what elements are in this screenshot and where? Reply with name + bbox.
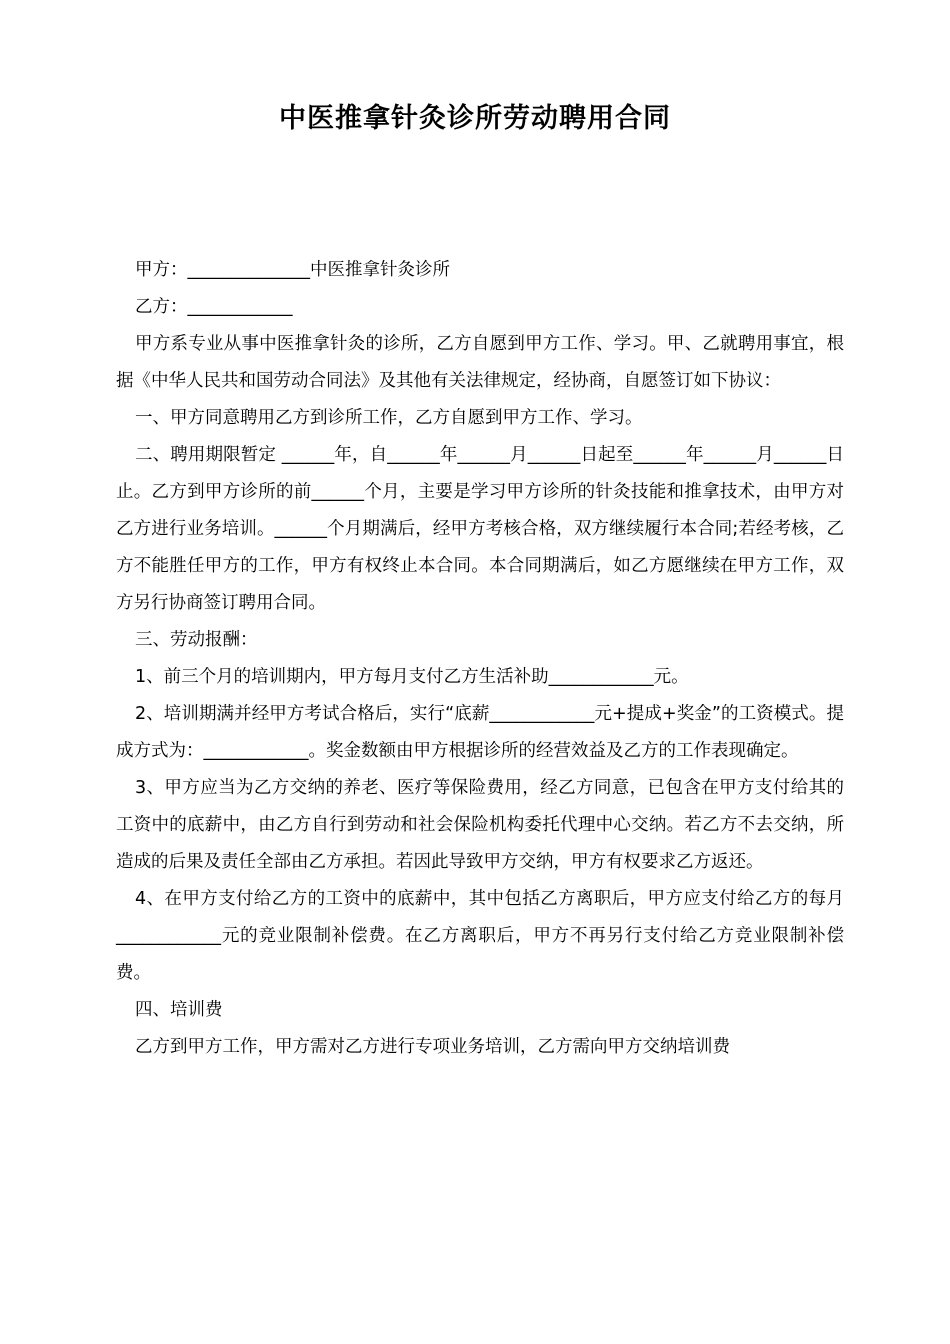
clause-2: 二、聘用期限暂定 ______年，自______年______月______日起至______年______月______日止。乙方到甲方诊所的前______个月，主要是学习甲方诊所的针灸技能和推拿技术，由甲方对乙方进行业务培训。______个月期满后，经甲方考核合格，双方继续履行本合同;若经考核，乙方不能胜任甲方的工作，甲方有权终止本合同。本合同期满后，如乙方愿继续在甲方工作，双方另行协商签订聘用合同。: [116, 445, 844, 613]
clause-3-item-3: 3、甲方应当为乙方交纳的养老、医疗等保险费用，经乙方同意，已包含在甲方支付给其的工资中的底薪中，由乙方自行到劳动和社会保险机构委托代理中心交纳。若乙方不去交纳，所造成的后果及责任全部由乙方承担。若因此导致甲方交纳，甲方有权要求乙方返还。: [116, 778, 844, 872]
clause-3-heading: 三、劳动报酬：: [135, 630, 258, 650]
clause-3-item-4: 4、在甲方支付给乙方的工资中的底薪中，其中包括乙方离职后，甲方应支付给乙方的每月____________元的竞业限制补偿费。在乙方离职后，甲方不再另行支付给乙方竞业限制补偿费。: [116, 889, 844, 983]
party-a-line: 甲方：______________中医推拿针灸诊所: [135, 260, 450, 280]
clause-1: 一、甲方同意聘用乙方到诊所工作，乙方自愿到甲方工作、学习。: [135, 408, 643, 428]
party-b-line: 乙方：____________: [135, 297, 293, 317]
document-body: [116, 252, 844, 1066]
clause-3-item-2: 2、培训期满并经甲方考试合格后，实行“底薪____________元+提成+奖金”的工资模式。提成方式为：____________。奖金数额由甲方根据诊所的经营效益及乙方的工作表现确定。: [116, 704, 844, 761]
clause-4-heading: 四、培训费: [135, 1000, 223, 1020]
clause-4-text: 乙方到甲方工作，甲方需对乙方进行专项业务培训，乙方需向甲方交纳培训费: [135, 1037, 730, 1057]
preamble-paragraph: 甲方系专业从事中医推拿针灸的诊所，乙方自愿到甲方工作、学习。甲、乙就聘用事宜，根据《中华人民共和国劳动合同法》及其他有关法律规定，经协商，自愿签订如下协议：: [116, 334, 844, 391]
clause-3-item-1: 1、前三个月的培训期内，甲方每月支付乙方生活补助____________元。: [135, 667, 689, 687]
page-title: 中医推拿针灸诊所劳动聘用合同: [279, 103, 671, 134]
